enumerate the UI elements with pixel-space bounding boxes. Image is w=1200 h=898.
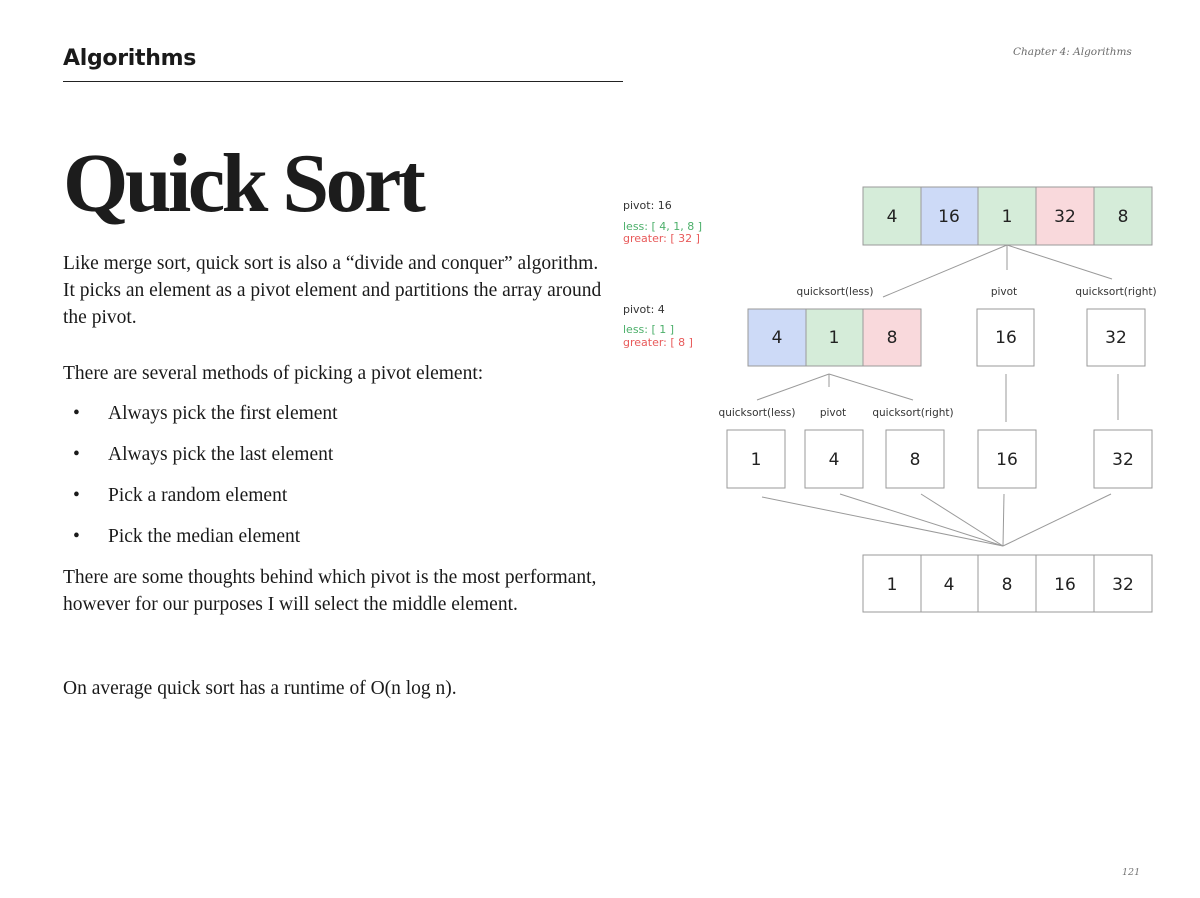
level1-greater-label: greater: [ 32 ]	[623, 232, 700, 245]
branch-label-quicksort-less: quicksort(less)	[796, 286, 874, 298]
bullet-icon: •	[73, 485, 80, 506]
array-cell-value: 1	[828, 328, 840, 348]
level1-pivot-label: pivot: 16	[623, 199, 672, 212]
sorted-result-array	[863, 555, 1152, 612]
level1-less-label: less: [ 4, 1, 8 ]	[623, 220, 703, 233]
level2-array	[748, 309, 921, 366]
branch-label-pivot: pivot	[990, 286, 1018, 298]
leaf-box-value: 4	[828, 450, 840, 470]
level3-boxes	[727, 430, 1152, 488]
array-cell-value: 16	[938, 207, 960, 227]
methods-intro-paragraph: There are several methods of picking a pivot element:	[63, 363, 484, 384]
page-number: 121	[1122, 867, 1141, 878]
array-cell-value: 8	[1117, 207, 1129, 227]
right-box-value: 32	[1105, 328, 1127, 348]
connector-line	[762, 497, 1003, 546]
array-cell-value: 1	[1001, 207, 1013, 227]
array-cell-value: 32	[1054, 207, 1076, 227]
branch-label-quicksort-right: quicksort(right)	[1075, 286, 1157, 298]
runtime-paragraph: On average quick sort has a runtime of O(n log n).	[63, 678, 457, 699]
list-item-text: Pick the median element	[108, 526, 301, 547]
list-item-text: Pick a random element	[108, 485, 288, 506]
array-cell-value: 4	[771, 328, 783, 348]
connector-line	[883, 245, 1007, 297]
branch-label-quicksort-less: quicksort(less)	[718, 407, 796, 419]
page-title: Quick Sort	[63, 137, 423, 230]
array-cell-value: 32	[1112, 575, 1134, 595]
array-cell-value: 1	[886, 575, 898, 595]
array-cell-value: 8	[1001, 575, 1013, 595]
leaf-box-value: 32	[1112, 450, 1134, 470]
section-title: Algorithms	[63, 46, 197, 71]
bullet-icon: •	[73, 526, 80, 547]
bullet-icon: •	[73, 444, 80, 465]
connector-line	[840, 494, 1003, 546]
connector-line	[757, 374, 829, 400]
connector-line	[1003, 494, 1004, 546]
connector-line	[829, 374, 913, 400]
pivot-box-value: 16	[995, 328, 1017, 348]
list-item-text: Always pick the last element	[108, 444, 334, 465]
leaf-box-value: 8	[909, 450, 921, 470]
leaf-box-value: 16	[996, 450, 1018, 470]
intro-paragraph: Like merge sort, quick sort is also a “divide and conquer” algorithm. It picks an element as a pivot element and partitions the array around the pivot.	[63, 253, 602, 328]
array-cell-value: 4	[943, 575, 955, 595]
level2-greater-label: greater: [ 8 ]	[623, 336, 693, 349]
level2-less-label: less: [ 1 ]	[623, 323, 675, 336]
array-cell-value: 4	[886, 207, 898, 227]
array-cell-value: 16	[1054, 575, 1076, 595]
array-cell-value: 8	[886, 328, 898, 348]
branch-label-quicksort-right: quicksort(right)	[872, 407, 954, 419]
level2-pivot-label: pivot: 4	[623, 303, 665, 316]
level1-array	[863, 187, 1152, 245]
thoughts-paragraph: There are some thoughts behind which pivot is the most performant, however for our purposes I will select the middle element.	[63, 567, 597, 615]
connector-line	[1003, 494, 1111, 546]
leaf-box-value: 1	[750, 450, 762, 470]
connector-line	[1007, 245, 1112, 279]
connector-line	[921, 494, 1003, 546]
branch-label-pivot: pivot	[819, 407, 847, 419]
list-item-text: Always pick the first element	[108, 403, 338, 424]
bullet-icon: •	[73, 403, 80, 424]
chapter-label: Chapter 4: Algorithms	[1013, 46, 1132, 58]
